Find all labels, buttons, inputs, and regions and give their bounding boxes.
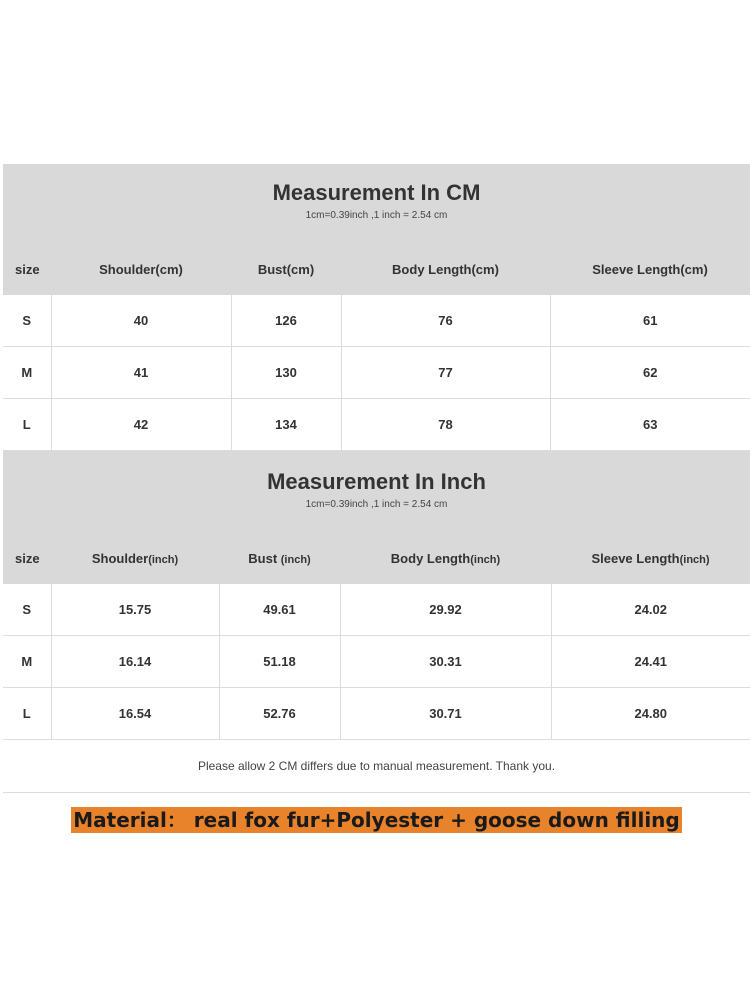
measurement-note: Please allow 2 CM differs due to manual measurement. Thank you.: [3, 740, 750, 793]
body-length-cell: 30.31: [340, 636, 551, 688]
cm-header-sleeve-length: Sleeve Length(cm): [550, 244, 750, 295]
bust-cell: 130: [231, 347, 341, 399]
size-cell: M: [3, 347, 51, 399]
size-cell: L: [3, 688, 51, 740]
inch-header-body-length: Body Length(inch): [340, 533, 551, 584]
inch-header-shoulder: Shoulder(inch): [51, 533, 219, 584]
inch-section-header: [3, 451, 750, 533]
body-length-cell: 78: [341, 399, 550, 451]
cm-header-shoulder: Shoulder(cm): [51, 244, 231, 295]
table-row: [3, 399, 750, 451]
material-row: [3, 793, 750, 837]
inch-header-size: size: [3, 533, 51, 584]
size-cell: S: [3, 295, 51, 347]
cm-header-body-length: Body Length(cm): [341, 244, 550, 295]
size-cell: M: [3, 636, 51, 688]
table-row: [3, 347, 750, 399]
bust-cell: 51.18: [219, 636, 340, 688]
inch-header-bust: Bust (inch): [219, 533, 340, 584]
table-row: [3, 584, 750, 636]
sleeve-length-cell: 63: [550, 399, 750, 451]
shoulder-cell: 41: [51, 347, 231, 399]
table-row: [3, 295, 750, 347]
cm-title: Measurement In CM: [272, 180, 481, 205]
bust-cell: 134: [231, 399, 341, 451]
bust-cell: 49.61: [219, 584, 340, 636]
inch-header-sleeve-length: Sleeve Length(inch): [551, 533, 750, 584]
shoulder-cell: 16.54: [51, 688, 219, 740]
cm-header-bust: Bust(cm): [231, 244, 341, 295]
body-length-cell: 77: [341, 347, 550, 399]
shoulder-cell: 42: [51, 399, 231, 451]
shoulder-cell: 16.14: [51, 636, 219, 688]
size-chart: [3, 164, 750, 837]
shoulder-cell: 40: [51, 295, 231, 347]
sleeve-length-cell: 24.02: [551, 584, 750, 636]
inch-title: Measurement In Inch: [267, 469, 486, 494]
body-length-cell: 29.92: [340, 584, 551, 636]
cm-header-row: [3, 244, 750, 295]
cm-section-header: [3, 164, 750, 244]
table-row: [3, 688, 750, 740]
bust-cell: 52.76: [219, 688, 340, 740]
sleeve-length-cell: 62: [550, 347, 750, 399]
cm-subtitle: 1cm=0.39inch ,1 inch = 2.54 cm: [305, 210, 448, 221]
material-label: Material： real fox fur+Polyester + goose down filling: [73, 808, 680, 832]
inch-table: [3, 533, 750, 740]
bust-cell: 126: [231, 295, 341, 347]
body-length-cell: 76: [341, 295, 550, 347]
body-length-cell: 30.71: [340, 688, 551, 740]
size-cell: L: [3, 399, 51, 451]
shoulder-cell: 15.75: [51, 584, 219, 636]
sleeve-length-cell: 61: [550, 295, 750, 347]
sleeve-length-cell: 24.41: [551, 636, 750, 688]
size-cell: S: [3, 584, 51, 636]
cm-header-size: size: [3, 244, 51, 295]
cm-table: [3, 244, 750, 451]
table-row: [3, 636, 750, 688]
inch-header-row: [3, 533, 750, 584]
inch-subtitle: 1cm=0.39inch ,1 inch = 2.54 cm: [305, 499, 448, 510]
sleeve-length-cell: 24.80: [551, 688, 750, 740]
